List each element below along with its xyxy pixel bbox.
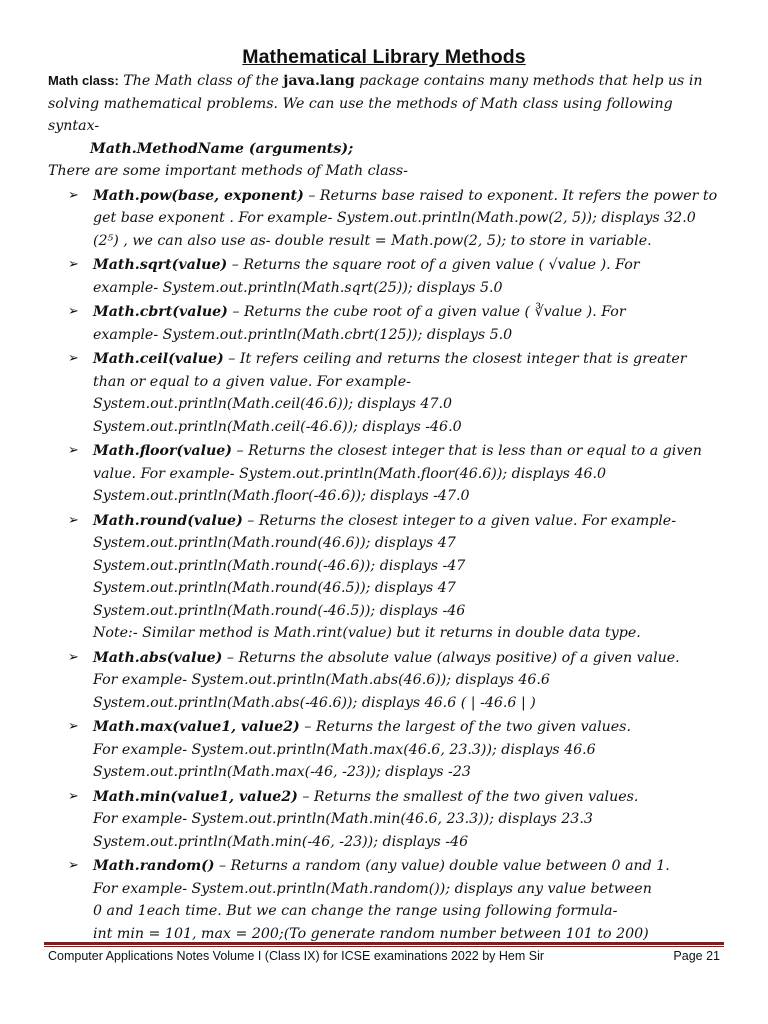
method-item (48, 254, 728, 299)
intro-paragraph (48, 70, 728, 138)
method-name: Math.round(value) (93, 512, 243, 529)
method-description: – Returns the cube root of a given value ( ∛value ). For (227, 304, 626, 320)
arrow-bullet-icon: ➢ (68, 788, 79, 804)
method-item (48, 185, 728, 253)
method-detail-line: System.out.println(Math.ceil(46.6)); displays 47.0 (93, 396, 453, 412)
method-heading-line (93, 254, 728, 277)
method-heading-line (93, 301, 728, 324)
method-detail-line: System.out.println(Math.round(-46.5)); displays -46 (93, 602, 466, 619)
method-name: Math.ceil(value) (93, 351, 224, 367)
method-detail-line: value. For example- System.out.println(Math.floor(46.6)); displays 46.0 (93, 465, 607, 482)
intro-package: java.lang (283, 73, 355, 89)
method-detail-line: System.out.println(Math.round(-46.6)); displays -47 (93, 557, 466, 574)
arrow-bullet-icon: ➢ (68, 858, 79, 873)
method-detail-line: Note:- Similar method is Math.rint(value) but it returns in double data type. (93, 625, 641, 641)
method-item (48, 716, 728, 784)
method-name: Math.random() (93, 858, 215, 874)
syntax-line: Math.MethodName (arguments); (90, 140, 354, 157)
method-detail-line: System.out.println(Math.round(46.6)); displays 47 (93, 535, 456, 551)
method-item (48, 510, 728, 645)
method-description: – Returns a random (any value) double value between 0 and 1. (214, 858, 670, 874)
lead-line: There are some important methods of Math class- (48, 163, 408, 179)
method-item (48, 855, 728, 945)
method-heading-line (93, 348, 728, 371)
method-description: – Returns the absolute value (always positive) of a given value. (222, 649, 680, 666)
method-description: – It refers ceiling and returns the closest integer that is greater (223, 351, 687, 367)
method-heading-line (93, 855, 728, 878)
method-description: – Returns base raised to exponent. It refers the power to (303, 187, 718, 204)
method-description: – Returns the smallest of the two given values. (297, 788, 639, 805)
method-item (48, 647, 728, 715)
method-detail-line: (2⁵) , we can also use as- double result = Math.pow(2, 5); to store in variable. (93, 232, 652, 249)
method-detail-line: int min = 101, max = 200;(To generate random number between 101 to 200) (93, 925, 649, 942)
method-item (48, 440, 728, 508)
footer-text: Computer Applications Notes Volume I (Class IX) for ICSE examinations 2022 by Hem Sir (48, 949, 545, 963)
document-body (48, 70, 728, 945)
methods-list (48, 185, 728, 946)
method-heading-line (93, 440, 728, 463)
method-name: Math.floor(value) (93, 443, 233, 459)
method-detail-line: System.out.println(Math.max(-46, -23)); displays -23 (93, 764, 471, 780)
method-name: Math.cbrt(value) (93, 304, 228, 320)
method-detail-line: example- System.out.println(Math.sqrt(25)); displays 5.0 (93, 279, 503, 296)
intro-text-b: package contains many methods that help us in solving mathematical problems. We can use the methods of Math class using following syntax- (48, 73, 703, 134)
arrow-bullet-icon: ➢ (68, 351, 79, 366)
method-description: – Returns the square root of a given value ( √value ). For (227, 257, 640, 273)
method-name: Math.pow(base, exponent) (93, 187, 304, 204)
method-heading-line (93, 786, 728, 809)
footer-divider (44, 942, 724, 945)
method-name: Math.max(value1, value2) (93, 719, 300, 735)
method-heading-line (93, 185, 728, 208)
method-heading-line (93, 510, 728, 533)
method-detail-line: System.out.println(Math.floor(-46.6)); displays -47.0 (93, 488, 470, 504)
method-detail-line: than or equal to a given value. For example- (93, 373, 411, 390)
arrow-bullet-icon: ➢ (68, 257, 79, 272)
method-name: Math.min(value1, value2) (93, 788, 298, 805)
method-detail-line: 0 and 1each time. But we can change the range using following formula- (93, 903, 618, 919)
arrow-bullet-icon: ➢ (68, 187, 79, 203)
method-description: – Returns the largest of the two given values. (299, 719, 631, 735)
method-item (48, 786, 728, 854)
method-description: – Returns the closest integer to a given value. For example- (242, 512, 676, 529)
page-title: Mathematical Library Methods (242, 46, 526, 68)
method-detail-line: For example- System.out.println(Math.max(46.6, 23.3)); displays 46.6 (93, 741, 596, 758)
method-description: – Returns the closest integer that is less than or equal to a given (232, 443, 702, 459)
method-detail-line: System.out.println(Math.min(-46, -23)); displays -46 (93, 833, 469, 850)
arrow-bullet-icon: ➢ (68, 719, 79, 734)
footer-divider-thin (44, 946, 724, 947)
method-heading-line (93, 716, 728, 739)
method-detail-line: For example- System.out.println(Math.random()); displays any value between (93, 880, 652, 897)
method-detail-line: get base exponent . For example- System.out.println(Math.pow(2, 5)); displays 32.0 (93, 210, 696, 226)
method-detail-line: For example- System.out.println(Math.min(46.6, 23.3)); displays 23.3 (93, 811, 593, 827)
method-name: Math.sqrt(value) (93, 257, 228, 273)
method-detail-line: System.out.println(Math.abs(-46.6)); displays 46.6 ( | -46.6 | ) (93, 694, 536, 711)
method-detail-line: example- System.out.println(Math.cbrt(125)); displays 5.0 (93, 326, 513, 343)
intro-label: Math class: (48, 73, 119, 88)
page-number: Page 21 (673, 949, 720, 963)
intro-text-a: The Math class of the (123, 73, 279, 89)
method-item (48, 348, 728, 438)
method-heading-line (93, 647, 728, 670)
method-item (48, 301, 728, 346)
arrow-bullet-icon: ➢ (68, 304, 79, 319)
arrow-bullet-icon: ➢ (68, 443, 79, 458)
arrow-bullet-icon: ➢ (68, 649, 79, 665)
method-detail-line: System.out.println(Math.ceil(-46.6)); displays -46.0 (93, 418, 462, 435)
method-detail-line: For example- System.out.println(Math.abs(46.6)); displays 46.6 (93, 672, 550, 688)
method-detail-line: System.out.println(Math.round(46.5)); displays 47 (93, 580, 456, 596)
arrow-bullet-icon: ➢ (68, 512, 79, 528)
method-name: Math.abs(value) (93, 649, 223, 666)
